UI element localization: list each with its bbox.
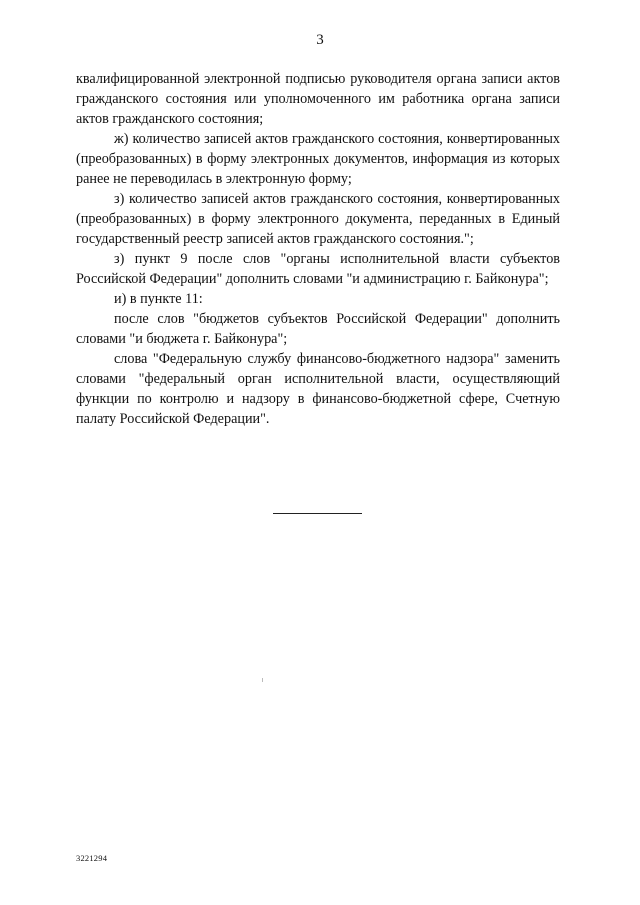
- paragraph: после слов "бюджетов субъектов Российской Федерации" дополнить словами "и бюджета г. Байконура";: [76, 311, 560, 347]
- page-number: 3: [316, 32, 324, 48]
- paragraph: и) в пункте 11:: [114, 291, 203, 307]
- document-body: [76, 69, 560, 429]
- paragraph: слова "Федеральную службу финансово-бюджетного надзора" заменить словами "федеральный орган исполнительной власти, осуществляющий функции по контролю и надзору в финансово-бюджетной сфере, Счетную палату Российской Федерации".: [76, 351, 560, 427]
- paragraph: ж) количество записей актов гражданского состояния, конвертированных (преобразованных) в форму электронных документов, информация из которых ранее не переводилась в электронную форму;: [76, 131, 560, 187]
- document-code: 3221294: [76, 853, 108, 863]
- paragraph: з) количество записей актов гражданского состояния, конвертированных (преобразованных) в форму электронного документа, переданных в Единый государственный реестр записей актов гражданского состояния.";: [76, 191, 560, 247]
- scan-mark: [262, 678, 263, 682]
- paragraph: з) пункт 9 после слов "органы исполнительной власти субъектов Российской Федерации" дополнить словами "и администрацию г. Байконура";: [76, 251, 560, 287]
- paragraph: квалифицированной электронной подписью руководителя органа записи актов гражданского состояния или уполномоченного им работника органа записи актов гражданского состояния;: [76, 71, 560, 127]
- end-divider: [273, 513, 362, 514]
